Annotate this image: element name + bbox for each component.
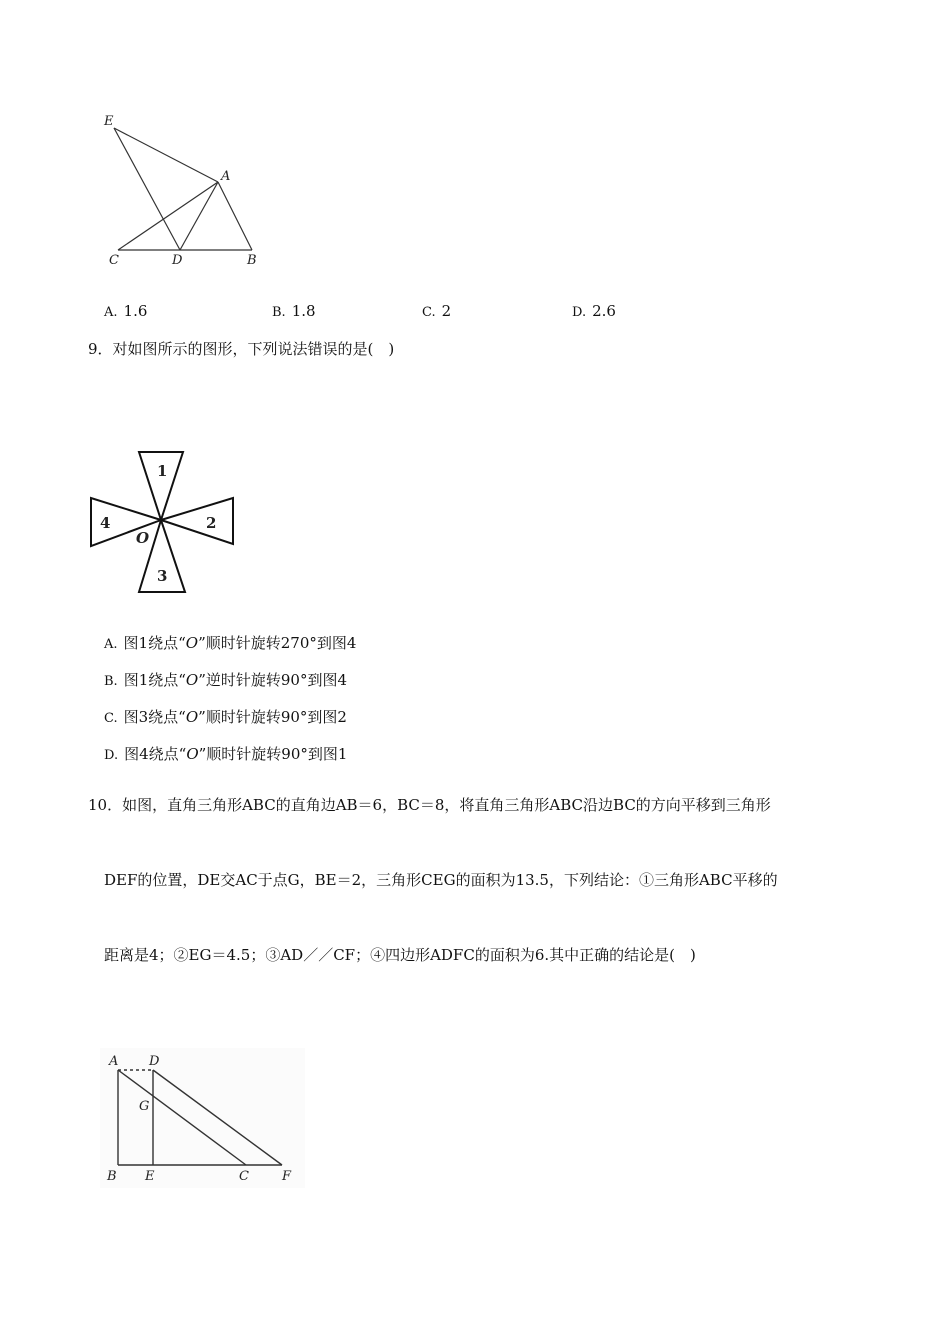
q8-option-c[interactable]: [422, 302, 451, 320]
q10-figure: [100, 1048, 305, 1188]
q10-stem-line-2: DEF的位置，DE交AC于点G，BE＝2，三角形CEG的面积为13.5，下列结论：①三角形ABC平移的: [104, 871, 778, 889]
option-point: O: [185, 708, 199, 726]
option-text: 2.6: [592, 302, 616, 320]
petal-2-label: 2: [206, 514, 217, 532]
petal-3-label: 3: [157, 567, 168, 585]
label-a: A: [109, 1054, 119, 1069]
q9-stem: 9．对如图所示的图形，下列说法错误的是( ): [88, 340, 395, 358]
q9-option-b[interactable]: [104, 669, 347, 690]
label-b: B: [107, 1169, 117, 1184]
q9-option-a[interactable]: [104, 632, 356, 653]
segment-ac: [118, 182, 218, 250]
label-f: F: [282, 1169, 292, 1184]
label-g: G: [139, 1099, 150, 1114]
option-point: O: [185, 671, 199, 689]
q9-option-c[interactable]: [104, 706, 347, 727]
option-text: 1.8: [291, 302, 316, 320]
label-d: D: [172, 253, 183, 268]
q8-figure: [100, 108, 270, 273]
q10-stem-line-1: 10．如图，直角三角形ABC的直角边AB＝6，BC＝8，将直角三角形ABC沿边BC的方向平移到三角形: [88, 796, 771, 814]
petal-2-shape: [161, 498, 233, 544]
option-letter: B.: [104, 674, 118, 689]
label-b: B: [247, 253, 257, 268]
petal-4-label: 4: [100, 514, 111, 532]
option-letter: D.: [572, 305, 587, 320]
option-letter: A.: [104, 305, 118, 320]
option-post: ”顺时针旋转270°到图4: [198, 634, 357, 652]
option-pre: 图1绕点“: [123, 634, 186, 652]
option-letter: A.: [104, 637, 118, 652]
label-c: C: [239, 1169, 249, 1184]
segment-ad: [180, 182, 218, 250]
option-pre: 图3绕点“: [123, 708, 186, 726]
q9-figure: [88, 448, 238, 596]
petal-1-label: 1: [157, 462, 168, 480]
option-point: O: [186, 745, 199, 763]
center-o-label: O: [136, 529, 150, 547]
option-point: O: [185, 634, 199, 652]
option-letter: B.: [272, 305, 286, 320]
segment-ea: [114, 128, 218, 182]
option-letter: C.: [422, 305, 436, 320]
option-post: ”顺时针旋转90°到图2: [198, 708, 347, 726]
segment-ed: [114, 128, 180, 250]
segment-ab: [218, 182, 252, 250]
label-d: D: [149, 1054, 160, 1069]
q8-option-b[interactable]: [272, 302, 316, 320]
option-letter: D.: [104, 748, 119, 763]
figure-background: [100, 1048, 305, 1188]
q8-option-a[interactable]: [104, 302, 147, 320]
option-pre: 图4绕点“: [124, 745, 187, 763]
q9-option-d[interactable]: [104, 743, 347, 764]
option-text: 1.6: [123, 302, 148, 320]
option-post: ”逆时针旋转90°到图4: [198, 671, 348, 689]
label-e: E: [104, 114, 114, 129]
option-pre: 图1绕点“: [123, 671, 186, 689]
label-e: E: [145, 1169, 155, 1184]
q8-option-d[interactable]: [572, 302, 616, 320]
q10-stem-line-3: 距离是4；②EG＝4.5；③AD／／CF；④四边形ADFC的面积为6.其中正确的结论是( ): [104, 946, 696, 964]
label-a: A: [221, 169, 231, 184]
label-c: C: [109, 253, 119, 268]
option-text: 2: [441, 302, 452, 320]
option-letter: C.: [104, 711, 118, 726]
option-post: ”顺时针旋转90°到图1: [198, 745, 348, 763]
